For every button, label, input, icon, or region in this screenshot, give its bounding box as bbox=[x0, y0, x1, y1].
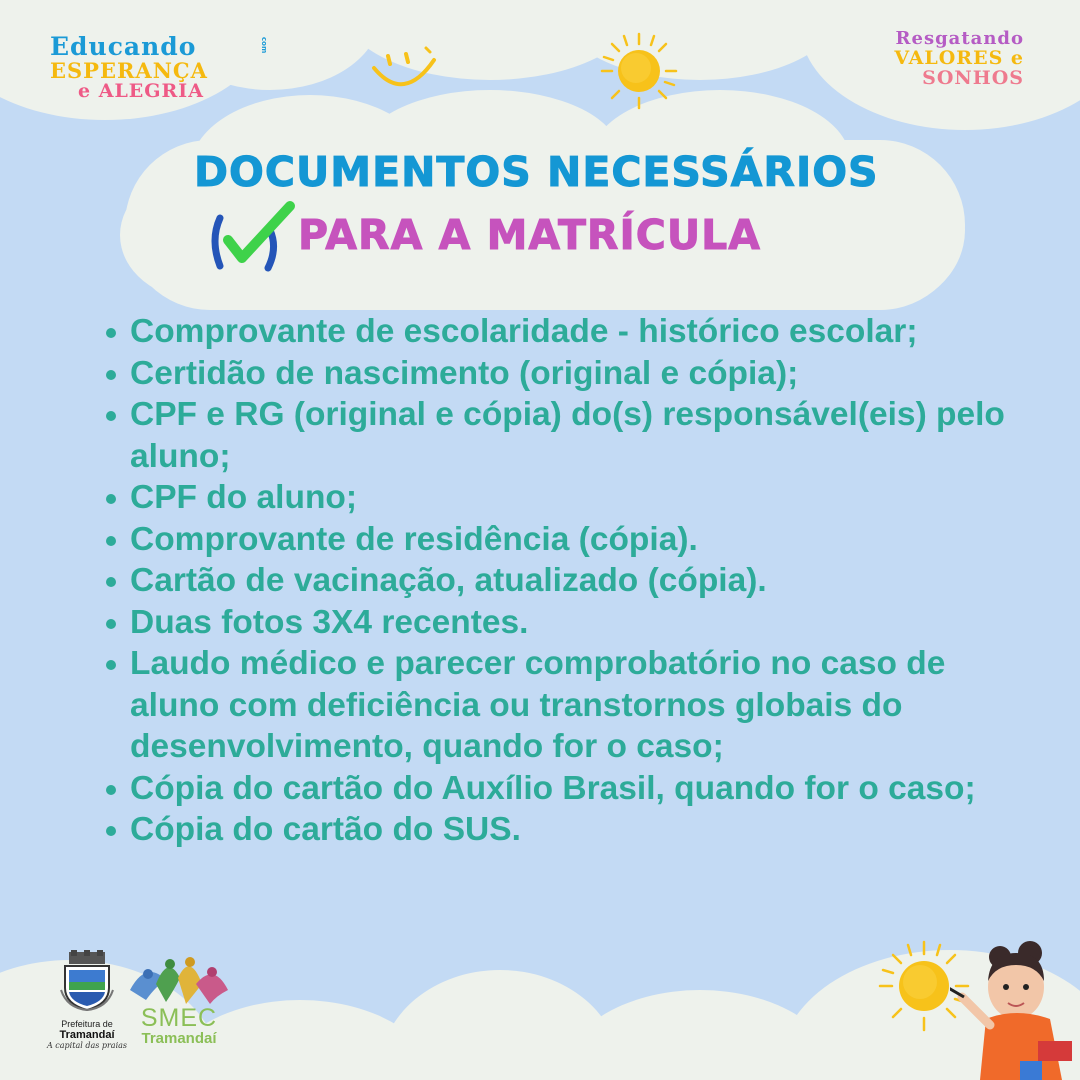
page-title-line1: DOCUMENTOS NECESSÁRIOS bbox=[194, 148, 879, 196]
list-item: CPF e RG (original e cópia) do(s) responsável(eis) pelo aluno; bbox=[104, 394, 1034, 477]
brand-educando-line2: ESPERANÇA bbox=[50, 58, 208, 83]
prefeitura-city: Tramandaí bbox=[59, 1029, 115, 1041]
list-item: CPF do aluno; bbox=[104, 477, 1034, 519]
smec-logo-icon bbox=[126, 950, 232, 1008]
brand-educando-line3: e ALEGRIA bbox=[78, 80, 204, 102]
prefeitura-logo bbox=[44, 950, 130, 1050]
page-title-line2: PARA A MATRÍCULA bbox=[298, 211, 761, 259]
list-item: Laudo médico e parecer comprobatório no caso de aluno com deficiência ou transtornos globais do desenvolvimento, quando for o caso; bbox=[104, 643, 1034, 768]
smiley-icon bbox=[368, 38, 440, 98]
list-item: Duas fotos 3X4 recentes. bbox=[104, 602, 1034, 644]
smec-logo bbox=[126, 950, 232, 1048]
list-item: Comprovante de escolaridade - histórico escolar; bbox=[104, 311, 1034, 353]
brand-resgatando-line2: VALORES e bbox=[894, 46, 1024, 69]
list-item: Cartão de vacinação, atualizado (cópia). bbox=[104, 560, 1034, 602]
list-item: Comprovante de residência (cópia). bbox=[104, 519, 1034, 561]
brand-resgatando-line3: SONHOS bbox=[922, 66, 1024, 89]
list-item: Certidão de nascimento (original e cópia); bbox=[104, 353, 1034, 395]
city-crest-icon bbox=[59, 950, 115, 1012]
brand-educando-line1: Educando bbox=[50, 32, 197, 61]
prefeitura-label: Prefeitura de bbox=[61, 1019, 113, 1029]
smec-name: SMEC bbox=[140, 1004, 218, 1032]
child-photo bbox=[950, 935, 1080, 1080]
brand-educando bbox=[50, 32, 268, 102]
smec-city: Tramandaí bbox=[141, 1030, 217, 1047]
checkbox-check-icon bbox=[206, 196, 298, 276]
documents-list bbox=[104, 311, 1034, 851]
brand-educando-com: com bbox=[260, 37, 268, 54]
list-item: Cópia do cartão do SUS. bbox=[104, 809, 1034, 851]
sun-icon bbox=[598, 30, 680, 112]
brand-resgatando bbox=[894, 30, 1024, 89]
list-item: Cópia do cartão do Auxílio Brasil, quando for o caso; bbox=[104, 768, 1034, 810]
prefeitura-slogan: A capital das praias bbox=[46, 1041, 128, 1050]
brand-resgatando-line1: Resgatando bbox=[895, 28, 1024, 49]
